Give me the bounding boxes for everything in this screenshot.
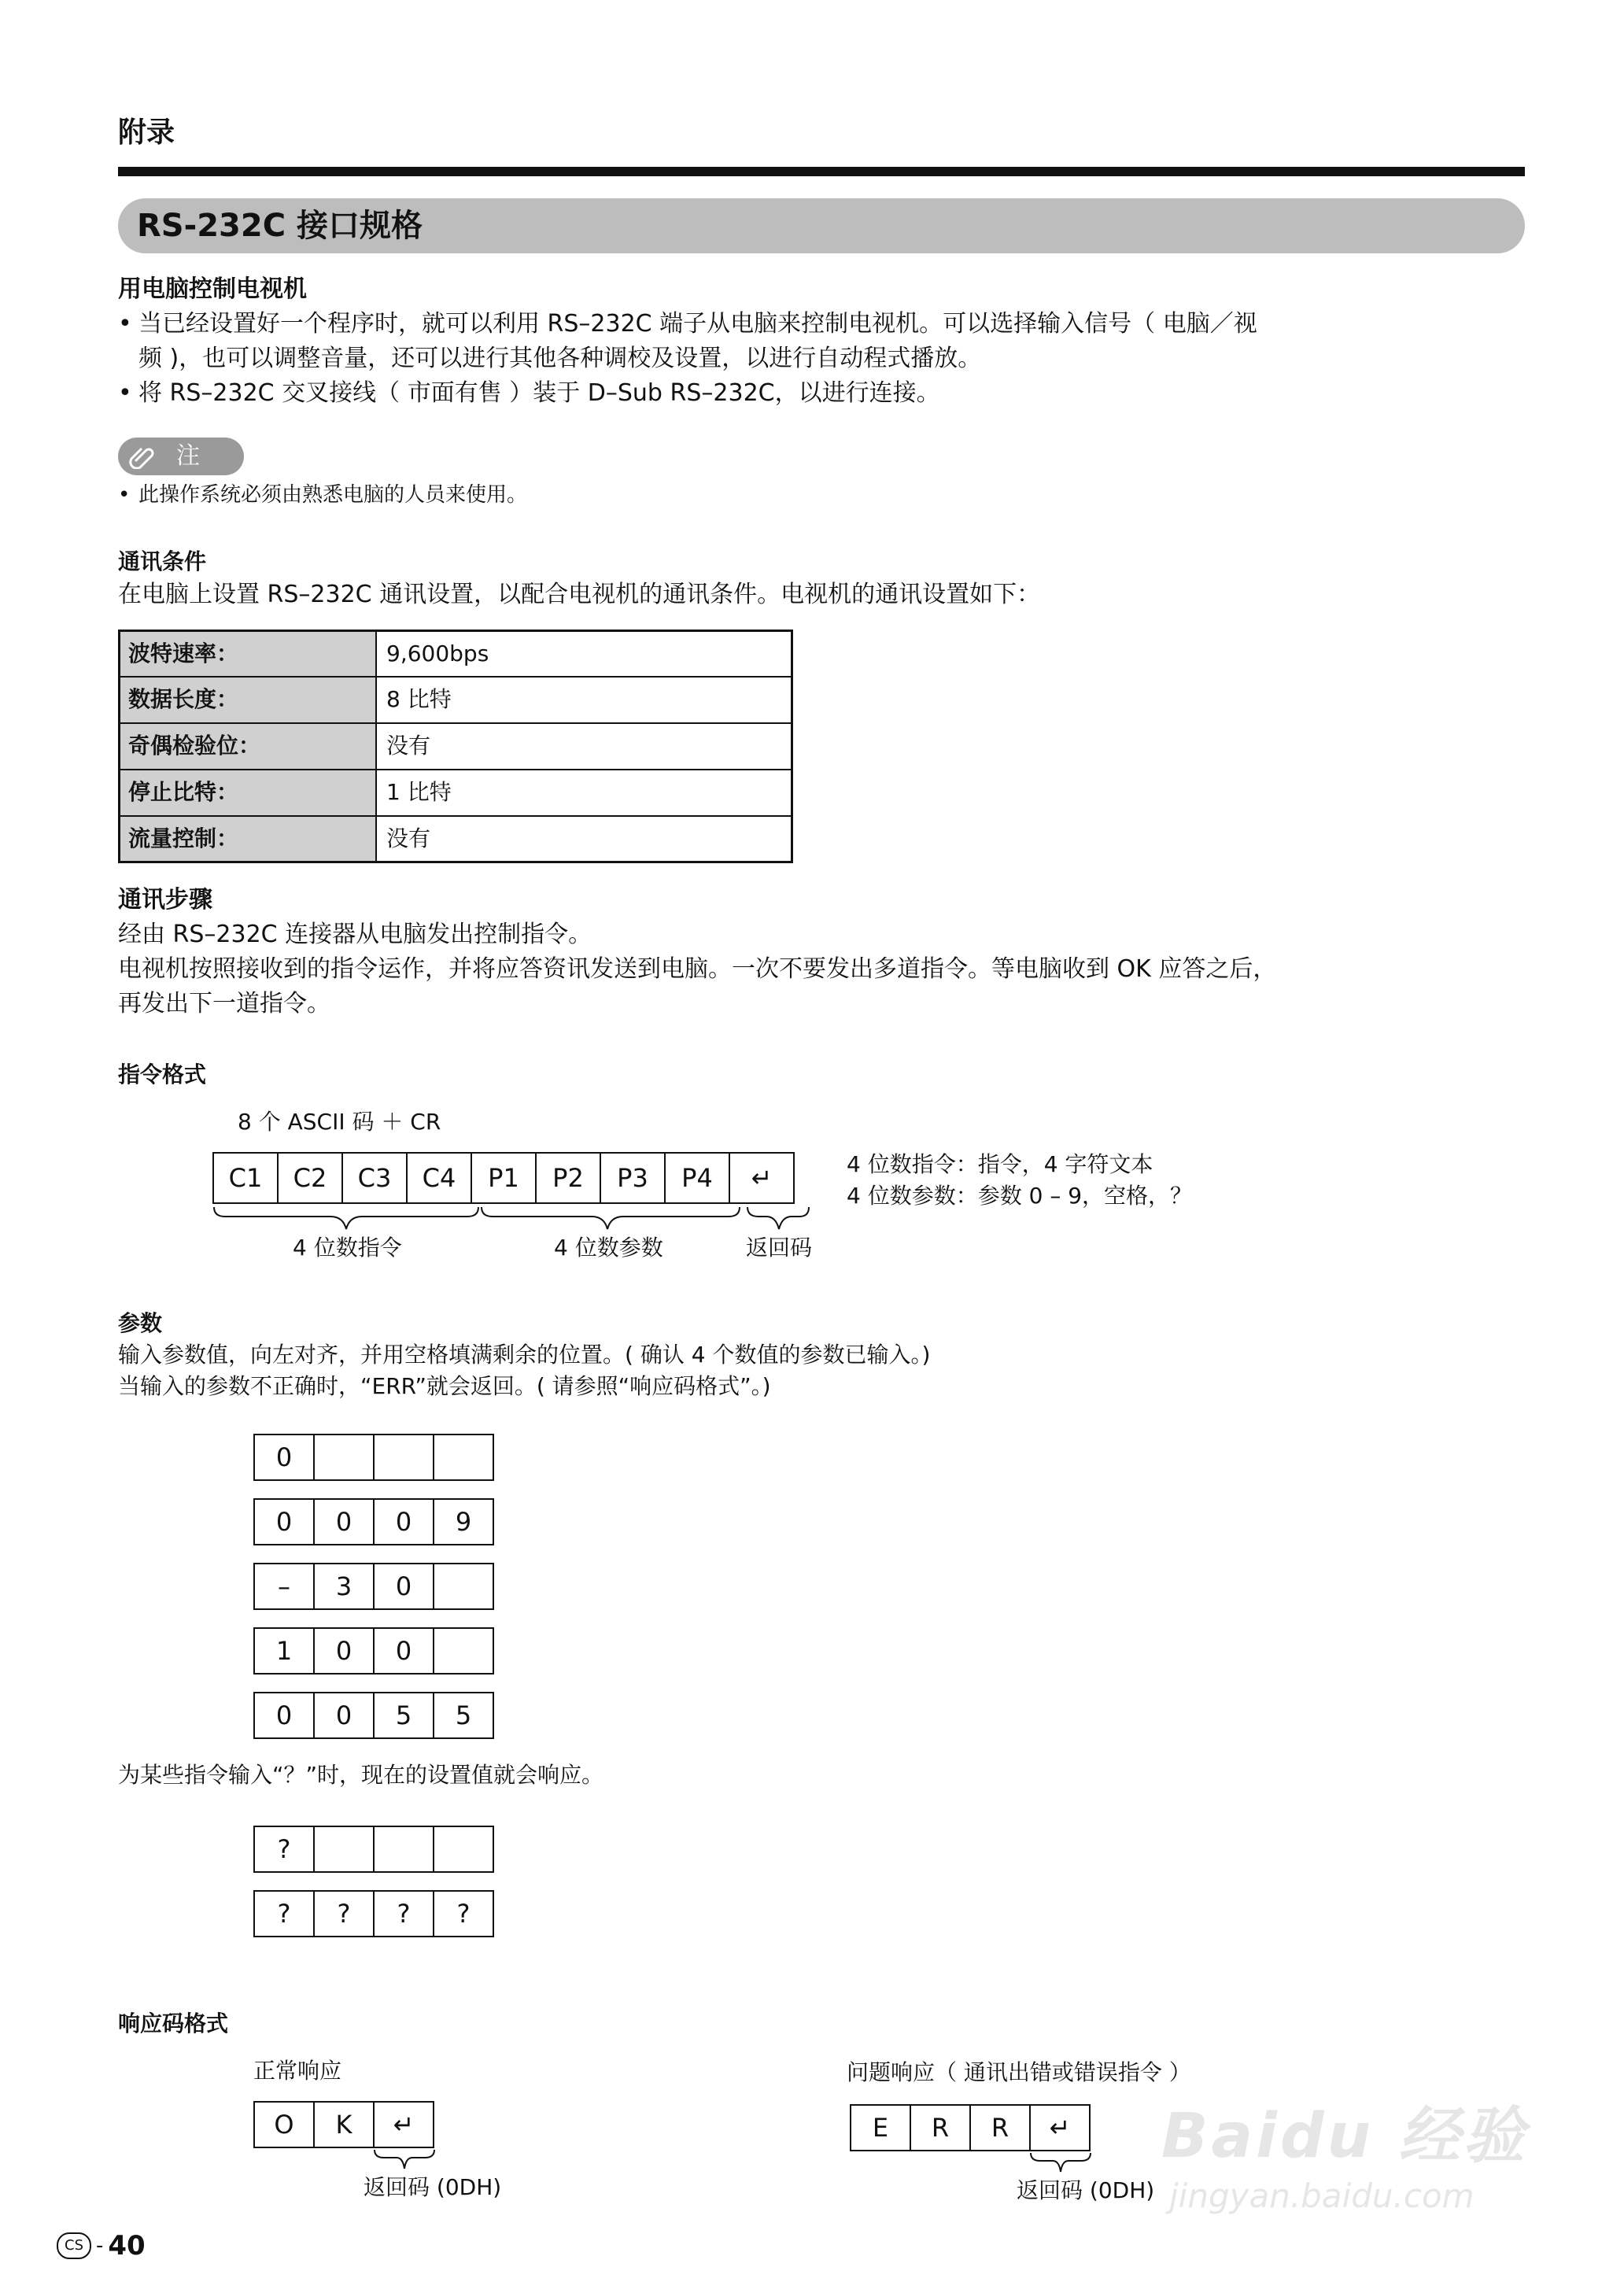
- setting-label: 流量控制：: [120, 817, 377, 861]
- parameter-brace-label: 4 位数参数: [554, 1235, 663, 1261]
- text-line: 当输入的参数不正确时，“ERR”就会返回。( 请参照“响应码格式”。): [118, 1373, 771, 1399]
- parameter-cell: [433, 1563, 494, 1610]
- note-badge: [118, 438, 244, 475]
- parameter-cell: 0: [313, 1627, 375, 1675]
- parameter-example: [253, 1434, 494, 1481]
- header-rule: [118, 167, 1525, 176]
- parameter-cell: 0: [373, 1627, 434, 1675]
- return-brace: [747, 1207, 809, 1229]
- table-row: [120, 817, 791, 861]
- intro-heading: 用电脑控制电视机: [118, 275, 307, 303]
- command-format-desc: [847, 1149, 1192, 1212]
- paperclip-icon: [129, 444, 157, 469]
- intro-bullet-continued: 频 )，也可以调整音量，还可以进行其他各种调校及设置，以进行自动程式播放。: [138, 345, 982, 372]
- parameter-cell: 3: [313, 1563, 375, 1610]
- command-length-label: 8 个 ASCII 码 ＋ CR: [238, 1109, 441, 1135]
- parameter-cell: [313, 1826, 375, 1873]
- comm-steps-text: [118, 918, 1276, 1021]
- setting-label: 停止比特：: [120, 770, 377, 815]
- parameter-cell: 9: [433, 1498, 494, 1545]
- response-cell: K: [313, 2101, 375, 2148]
- table-row: [120, 770, 791, 817]
- parameter-cell: [433, 1826, 494, 1873]
- setting-label: 数据长度：: [120, 678, 377, 722]
- parameter-cell: 0: [373, 1498, 434, 1545]
- parameter-char-cell: P3: [600, 1152, 666, 1204]
- command-char-cell: C2: [277, 1152, 343, 1204]
- setting-value: 9,600bps: [386, 641, 489, 666]
- desc-line: 4 位数指令：指令，4 字符文本: [847, 1151, 1153, 1177]
- parameter-cell: –: [253, 1563, 315, 1610]
- setting-value: 没有: [386, 733, 431, 759]
- normal-response-label: 正常响应: [253, 2058, 342, 2084]
- normal-return-code: 返回码 (0DH): [364, 2174, 502, 2200]
- parameter-example: [253, 1627, 494, 1675]
- parameter-cell: 0: [253, 1498, 315, 1545]
- command-brace-label: 4 位数指令: [293, 1235, 402, 1261]
- note-label: 注: [176, 442, 200, 470]
- query-example: [253, 1826, 494, 1873]
- parameter-char-cell: P1: [471, 1152, 537, 1204]
- response-cell: O: [253, 2101, 315, 2148]
- intro-bullet: • 当已经设置好一个程序时，就可以利用 RS–232C 端子从电脑来控制电视机。可以选择输入信号（ 电脑／视: [118, 310, 1257, 338]
- setting-value: 8 比特: [386, 686, 452, 712]
- comm-settings-table: [118, 630, 793, 863]
- parameter-cell: 0: [253, 1692, 315, 1739]
- parameter-cell: 0: [313, 1692, 375, 1739]
- error-response-label: 问题响应（ 通讯出错或错误指令 ）: [847, 2059, 1191, 2085]
- command-char-cell: C1: [212, 1152, 279, 1204]
- table-row: [120, 632, 791, 678]
- command-brace: [214, 1207, 478, 1229]
- error-return-code: 返回码 (0DH): [1017, 2177, 1155, 2203]
- note-text: • 此操作系统必须由熟悉电脑的人员来使用。: [118, 483, 528, 507]
- parameter-cell: ?: [433, 1890, 494, 1937]
- page-number: 40: [108, 2230, 146, 2262]
- table-row: [120, 678, 791, 724]
- footer-dash: -: [96, 2234, 104, 2258]
- text-line: 电视机按照接收到的指令运作，并将应答资讯发送到电脑。一次不要发出多道指令。等电脑收到 OK 应答之后，: [118, 955, 1277, 983]
- parameter-brace: [482, 1207, 740, 1229]
- parameter-example: [253, 1692, 494, 1739]
- section-header: 附录: [118, 116, 175, 149]
- parameter-cell: ?: [313, 1890, 375, 1937]
- table-row: [120, 724, 791, 770]
- parameter-cell: [433, 1434, 494, 1481]
- parameter-cell: ?: [253, 1826, 315, 1873]
- comm-conditions-text: 在电脑上设置 RS–232C 通讯设置，以配合电视机的通讯条件。电视机的通讯设置如下：: [118, 581, 1041, 608]
- title-bar: [118, 198, 1525, 253]
- command-format-grid: [212, 1152, 795, 1204]
- intro-bullet: • 将 RS–232C 交叉接线（ 市面有售 ）装于 D–Sub RS–232C，以进行连接。: [118, 379, 940, 407]
- query-example: [253, 1890, 494, 1937]
- response-cell: R: [910, 2104, 971, 2151]
- parameter-cell: ?: [373, 1890, 434, 1937]
- return-brace-label: 返回码: [746, 1235, 813, 1261]
- parameter-cell: [373, 1826, 434, 1873]
- parameter-cell: 1: [253, 1627, 315, 1675]
- parameter-example: [253, 1563, 494, 1610]
- setting-label: 奇偶检验位：: [120, 724, 377, 769]
- text-line: 再发出下一道指令。: [118, 990, 330, 1017]
- parameter-cell: [313, 1434, 375, 1481]
- error-return-brace: [1029, 2151, 1092, 2177]
- setting-value: 1 比特: [386, 779, 452, 805]
- watermark-url: jingyan.baidu.com: [1169, 2177, 1475, 2215]
- parameter-char-cell: P2: [535, 1152, 601, 1204]
- normal-response-grid: [253, 2101, 434, 2148]
- desc-line: 4 位数参数：参数 0 – 9，空格，？: [847, 1183, 1193, 1209]
- parameter-example: [253, 1498, 494, 1545]
- command-char-cell: C4: [406, 1152, 472, 1204]
- setting-label: 波特速率：: [120, 632, 377, 676]
- comm-steps-heading: 通讯步骤: [118, 886, 212, 914]
- setting-value: 没有: [386, 825, 431, 851]
- command-char-cell: C3: [341, 1152, 408, 1204]
- response-format-heading: 响应码格式: [118, 2011, 229, 2036]
- query-text: 为某些指令输入“？”时，现在的设置值就会响应。: [118, 1762, 604, 1788]
- parameter-cell: ?: [253, 1890, 315, 1937]
- comm-conditions-heading: 通讯条件: [118, 548, 207, 574]
- response-cell: E: [850, 2104, 911, 2151]
- parameter-cell: 0: [373, 1563, 434, 1610]
- page-footer: [57, 2230, 146, 2262]
- error-response-grid: [850, 2104, 1091, 2151]
- parameter-cell: 5: [373, 1692, 434, 1739]
- parameter-char-cell: P4: [664, 1152, 730, 1204]
- page-title: RS-232C 接口规格: [137, 208, 423, 244]
- command-format-heading: 指令格式: [118, 1062, 207, 1087]
- watermark-logo: Baidu 经验: [1161, 2101, 1528, 2172]
- return-key-icon: ↵: [729, 1152, 795, 1204]
- text-line: 输入参数值，向左对齐，并用空格填满剩余的位置。( 确认 4 个数值的参数已输入。): [118, 1342, 931, 1368]
- parameter-cell: 0: [313, 1498, 375, 1545]
- parameters-heading: 参数: [118, 1310, 163, 1336]
- return-key-icon: ↵: [1029, 2104, 1091, 2151]
- response-cell: R: [969, 2104, 1031, 2151]
- normal-return-brace: [373, 2148, 436, 2173]
- language-badge: CS: [57, 2232, 91, 2259]
- intro-bullets: [118, 307, 1534, 411]
- parameter-cell: [433, 1627, 494, 1675]
- parameter-cell: 5: [433, 1692, 494, 1739]
- parameter-cell: [373, 1434, 434, 1481]
- parameters-text: [118, 1339, 930, 1402]
- parameter-cell: 0: [253, 1434, 315, 1481]
- text-line: 经由 RS–232C 连接器从电脑发出控制指令。: [118, 921, 592, 948]
- return-key-icon: ↵: [373, 2101, 434, 2148]
